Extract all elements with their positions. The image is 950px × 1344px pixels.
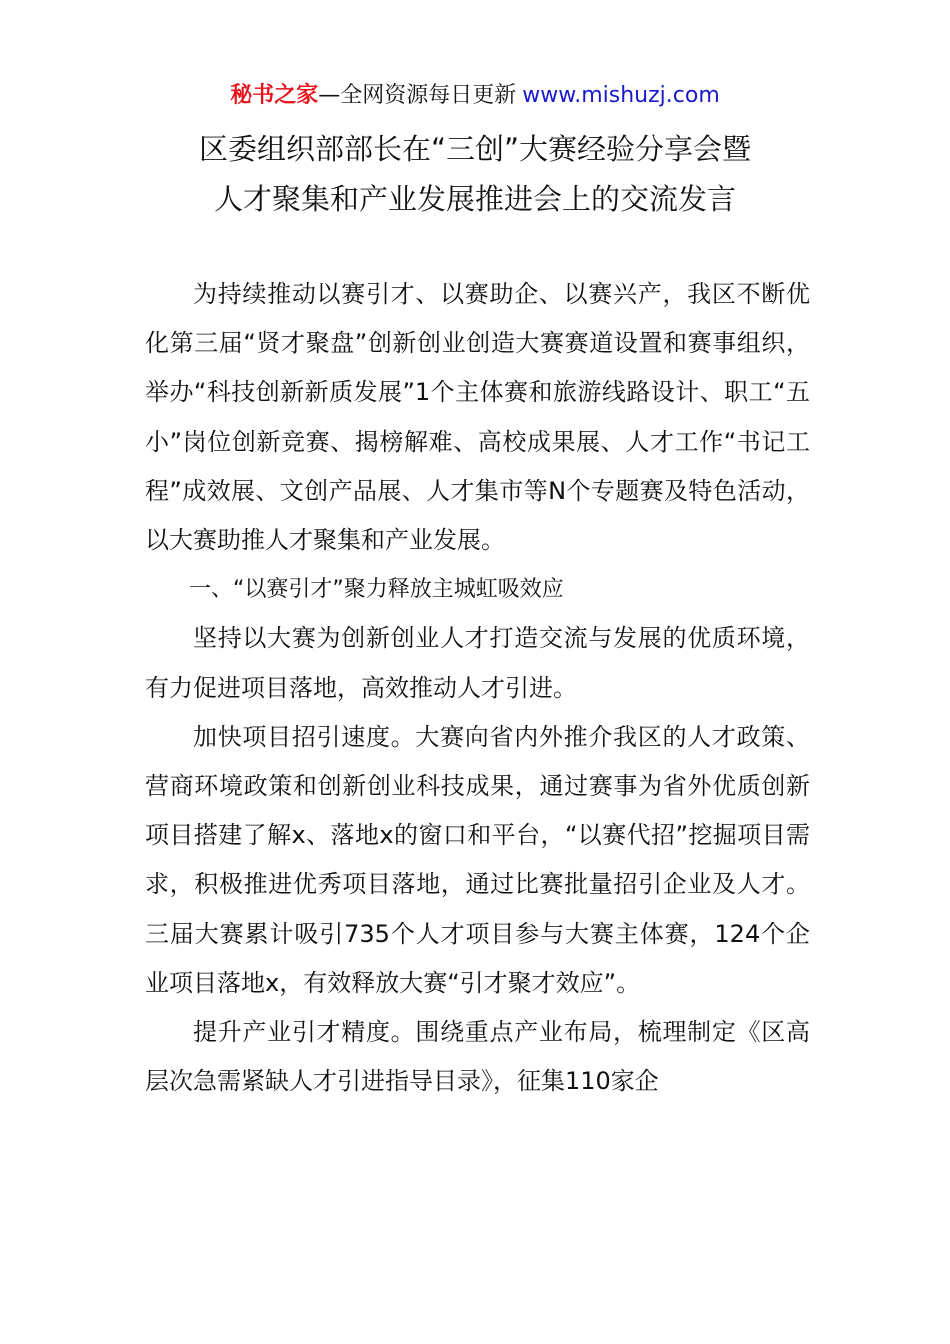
paragraph-section-1-summary: 坚持以大赛为创新创业人才打造交流与发展的优质环境，有力促进项目落地，高效推动人才引进。 (145, 624, 810, 702)
site-url-link[interactable]: www.mishuzj.com (522, 83, 720, 108)
section-heading-1: 一、“以赛引才”聚力释放主城虹吸效应 (189, 577, 564, 603)
document-body (145, 270, 810, 1106)
header-tagline: —全网资源每日更新 (318, 83, 517, 108)
title-line-1: 区委组织部部长在“三创”大赛经验分享会暨 (198, 132, 752, 166)
paragraph-industry-talent: 提升产业引才精度。围绕重点产业布局，梳理制定《区高层次急需紧缺人才引进指导目录》，征集110家企 (145, 1018, 810, 1096)
title-line-2: 人才聚集和产业发展推进会上的交流发言 (213, 182, 736, 216)
site-header (0, 80, 950, 112)
document-title (100, 124, 850, 224)
paragraph-project-recruitment: 加快项目招引速度。大赛向省内外推介我区的人才政策、营商环境政策和创新创业科技成果，通过赛事为省外优质创新项目搭建了解x、落地x的窗口和平台，“以赛代招”挖掘项目需求，积极推进优秀项目落地，通过比赛批量招引企业及人才。三届大赛累计吸引735个人才项目参与大赛主体赛，124个企业项目落地x，有效释放大赛“引才聚才效应”。 (145, 722, 810, 997)
brand-name: 秘书之家 (230, 83, 319, 108)
paragraph-intro: 为持续推动以赛引才、以赛助企、以赛兴产，我区不断优化第三届“贤才聚盘”创新创业创造大赛赛道设置和赛事组织，举办“科技创新新质发展”1个主体赛和旅游线路设计、职工“五小”岗位创新竞赛、揭榜解难、高校成果展、人才工作“书记工程”成效展、文创产品展、人才集市等N个专题赛及特色活动，以大赛助推人才聚集和产业发展。 (145, 280, 810, 555)
